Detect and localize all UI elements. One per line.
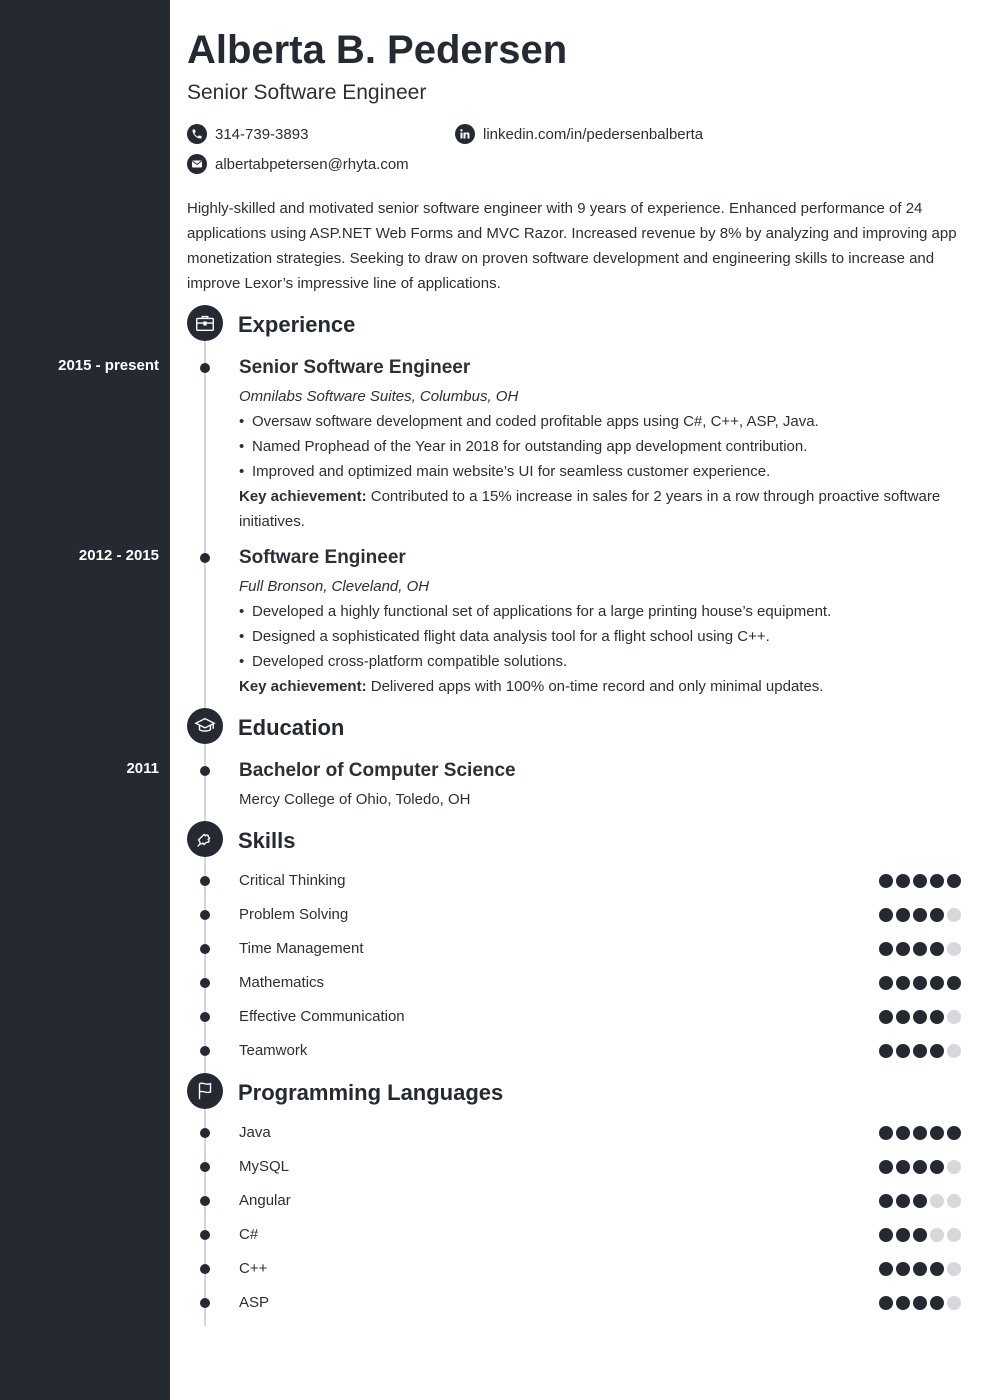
- rating-dot-filled: [879, 1296, 893, 1310]
- job-achievement: [239, 674, 964, 699]
- job-bullet: • Named Prophead of the Year in 2018 for outstanding app development contribution.: [239, 434, 964, 459]
- rating-dot-filled: [896, 1044, 910, 1058]
- timeline-dot: [200, 1264, 210, 1274]
- rating-dot-filled: [879, 1010, 893, 1024]
- skill-name: Mathematics: [239, 974, 325, 991]
- rating-dot-filled: [913, 1010, 927, 1024]
- skill-rating: [879, 1160, 961, 1174]
- timeline-dot: [200, 553, 210, 563]
- email-text[interactable]: albertabpetersen@rhyta.com: [215, 155, 409, 173]
- rating-dot-filled: [896, 1296, 910, 1310]
- skill-rating: [879, 1194, 961, 1208]
- education-year: 2011: [126, 760, 159, 777]
- linkedin-icon: [455, 124, 475, 144]
- rating-dot-filled: [896, 976, 910, 990]
- rating-dot-filled: [896, 1228, 910, 1242]
- skill-name: MySQL: [239, 1158, 290, 1175]
- timeline-dot: [200, 876, 210, 886]
- flag-icon: [187, 1073, 223, 1109]
- rating-dot-filled: [896, 874, 910, 888]
- section-title-programming-languages: Programming Languages: [238, 1080, 504, 1105]
- job-bullet: • Developed cross-platform compatible solutions.: [239, 649, 964, 674]
- contact-phone: [187, 123, 308, 145]
- envelope-icon: [187, 154, 207, 174]
- linkedin-text[interactable]: linkedin.com/in/pedersenbalberta: [483, 125, 704, 143]
- job-bullet: • Oversaw software development and coded profitable apps using C#, C++, ASP, Java.: [239, 409, 964, 434]
- rating-dot-filled: [879, 874, 893, 888]
- skill-name: C++: [239, 1260, 268, 1277]
- rating-dot-filled: [913, 1044, 927, 1058]
- timeline-dot: [200, 944, 210, 954]
- rating-dot-filled: [930, 1010, 944, 1024]
- job-bullets: [239, 599, 964, 674]
- rating-dot-empty: [930, 1228, 944, 1242]
- skill-rating: [879, 874, 961, 888]
- section-title-education: Education: [238, 715, 345, 740]
- skill-name: Critical Thinking: [239, 872, 346, 889]
- job-role: Senior Software Engineer: [239, 357, 471, 378]
- rating-dot-filled: [879, 1228, 893, 1242]
- contact-linkedin: [455, 123, 703, 145]
- rating-dot-empty: [947, 1228, 961, 1242]
- job-role: Software Engineer: [239, 547, 406, 568]
- rating-dot-filled: [896, 1262, 910, 1276]
- school-name: Mercy College of Ohio, Toledo, OH: [239, 791, 471, 808]
- job-achievement: [239, 484, 964, 534]
- phone-icon: [187, 124, 207, 144]
- degree-title: Bachelor of Computer Science: [239, 760, 516, 781]
- rating-dot-filled: [947, 874, 961, 888]
- rating-dot-empty: [947, 1194, 961, 1208]
- candidate-title: Senior Software Engineer: [187, 81, 427, 104]
- rating-dot-filled: [896, 908, 910, 922]
- skill-rating: [879, 1010, 961, 1024]
- skill-rating: [879, 1262, 961, 1276]
- rating-dot-filled: [930, 1262, 944, 1276]
- rating-dot-filled: [896, 1010, 910, 1024]
- rating-dot-filled: [930, 976, 944, 990]
- rating-dot-filled: [879, 976, 893, 990]
- rating-dot-filled: [879, 908, 893, 922]
- job-dates: 2012 - 2015: [78, 547, 159, 564]
- timeline-dot: [200, 1196, 210, 1206]
- skill-rating: [879, 908, 961, 922]
- timeline-dot: [200, 1162, 210, 1172]
- job-dates: 2015 - present: [58, 357, 159, 374]
- skill-rating: [879, 1296, 961, 1310]
- rating-dot-empty: [947, 942, 961, 956]
- rating-dot-empty: [947, 1296, 961, 1310]
- rating-dot-empty: [947, 1262, 961, 1276]
- rating-dot-filled: [930, 1126, 944, 1140]
- rating-dot-filled: [913, 908, 927, 922]
- rating-dot-filled: [913, 942, 927, 956]
- skill-name: Time Management: [239, 940, 364, 957]
- rating-dot-filled: [930, 1296, 944, 1310]
- skill-name: ASP: [239, 1294, 270, 1311]
- rating-dot-filled: [879, 1262, 893, 1276]
- achievement-label: Key achievement:: [239, 488, 367, 505]
- rating-dot-filled: [947, 1126, 961, 1140]
- rating-dot-filled: [879, 1044, 893, 1058]
- section-title-skills: Skills: [238, 828, 296, 853]
- sidebar: [0, 0, 170, 1400]
- job-bullet: • Designed a sophisticated flight data analysis tool for a flight school using C++.: [239, 624, 964, 649]
- timeline-dot: [200, 363, 210, 373]
- job-bullet: • Improved and optimized main website’s UI for seamless customer experience.: [239, 459, 964, 484]
- skill-name: Effective Communication: [239, 1008, 405, 1025]
- skill-name: Angular: [239, 1192, 291, 1209]
- achievement-label: Key achievement:: [239, 678, 367, 695]
- rating-dot-empty: [947, 1044, 961, 1058]
- achievement-text: Delivered apps with 100% on-time record and only minimal updates.: [370, 678, 824, 695]
- rating-dot-filled: [896, 942, 910, 956]
- timeline-dot: [200, 1298, 210, 1308]
- section-title-experience: Experience: [238, 312, 356, 337]
- rating-dot-filled: [879, 942, 893, 956]
- rating-dot-filled: [930, 942, 944, 956]
- timeline-dot: [200, 766, 210, 776]
- rating-dot-filled: [913, 1126, 927, 1140]
- rating-dot-filled: [896, 1194, 910, 1208]
- timeline-dot: [200, 1046, 210, 1056]
- rating-dot-filled: [930, 1044, 944, 1058]
- skill-rating: [879, 1126, 961, 1140]
- rating-dot-filled: [896, 1160, 910, 1174]
- rating-dot-filled: [913, 1296, 927, 1310]
- summary-paragraph: Highly-skilled and motivated senior software engineer with 9 years of experience. Enhanced performance of 24 applications using ASP.NET Web Forms and MVC Razor. Increased revenue by 8% by analyzing and improving app monetization strategies. Seeking to draw on proven software development and engineering skills to increase and improve Lexor’s impressive line of applications.: [187, 200, 957, 292]
- rating-dot-filled: [930, 874, 944, 888]
- rating-dot-filled: [930, 908, 944, 922]
- rating-dot-empty: [947, 1160, 961, 1174]
- skill-rating: [879, 942, 961, 956]
- rating-dot-filled: [913, 1262, 927, 1276]
- job-bullet: • Developed a highly functional set of applications for a large printing house’s equipment.: [239, 599, 964, 624]
- candidate-name: Alberta B. Pedersen: [187, 28, 568, 72]
- rating-dot-empty: [930, 1194, 944, 1208]
- timeline-dot: [200, 1230, 210, 1240]
- achievement-text: Contributed to a 15% increase in sales for 2 years in a row through proactive software initiatives.: [239, 488, 941, 530]
- rating-dot-filled: [913, 874, 927, 888]
- timeline-dot: [200, 1128, 210, 1138]
- phone-text[interactable]: 314-739-3893: [215, 125, 309, 143]
- contact-email: [187, 153, 409, 175]
- job-company: Full Bronson, Cleveland, OH: [239, 578, 430, 595]
- skill-name: Teamwork: [239, 1042, 308, 1059]
- rating-dot-filled: [879, 1160, 893, 1174]
- timeline-dot: [200, 978, 210, 988]
- rating-dot-empty: [947, 908, 961, 922]
- rating-dot-filled: [913, 976, 927, 990]
- graduation-cap-icon: [187, 708, 223, 744]
- skill-name: Java: [239, 1124, 271, 1141]
- rating-dot-filled: [930, 1160, 944, 1174]
- rating-dot-empty: [947, 1010, 961, 1024]
- rating-dot-filled: [879, 1194, 893, 1208]
- briefcase-icon: [187, 305, 223, 341]
- rating-dot-filled: [913, 1228, 927, 1242]
- puzzle-icon: [187, 821, 223, 857]
- skill-name: Problem Solving: [239, 906, 349, 923]
- timeline-dot: [200, 1012, 210, 1022]
- skill-name: C#: [239, 1226, 259, 1243]
- rating-dot-filled: [913, 1194, 927, 1208]
- job-bullets: [239, 409, 964, 484]
- timeline-dot: [200, 910, 210, 920]
- rating-dot-filled: [913, 1160, 927, 1174]
- rating-dot-filled: [879, 1126, 893, 1140]
- skill-rating: [879, 976, 961, 990]
- rating-dot-filled: [947, 976, 961, 990]
- skill-rating: [879, 1228, 961, 1242]
- skill-rating: [879, 1044, 961, 1058]
- rating-dot-filled: [896, 1126, 910, 1140]
- job-company: Omnilabs Software Suites, Columbus, OH: [239, 388, 519, 405]
